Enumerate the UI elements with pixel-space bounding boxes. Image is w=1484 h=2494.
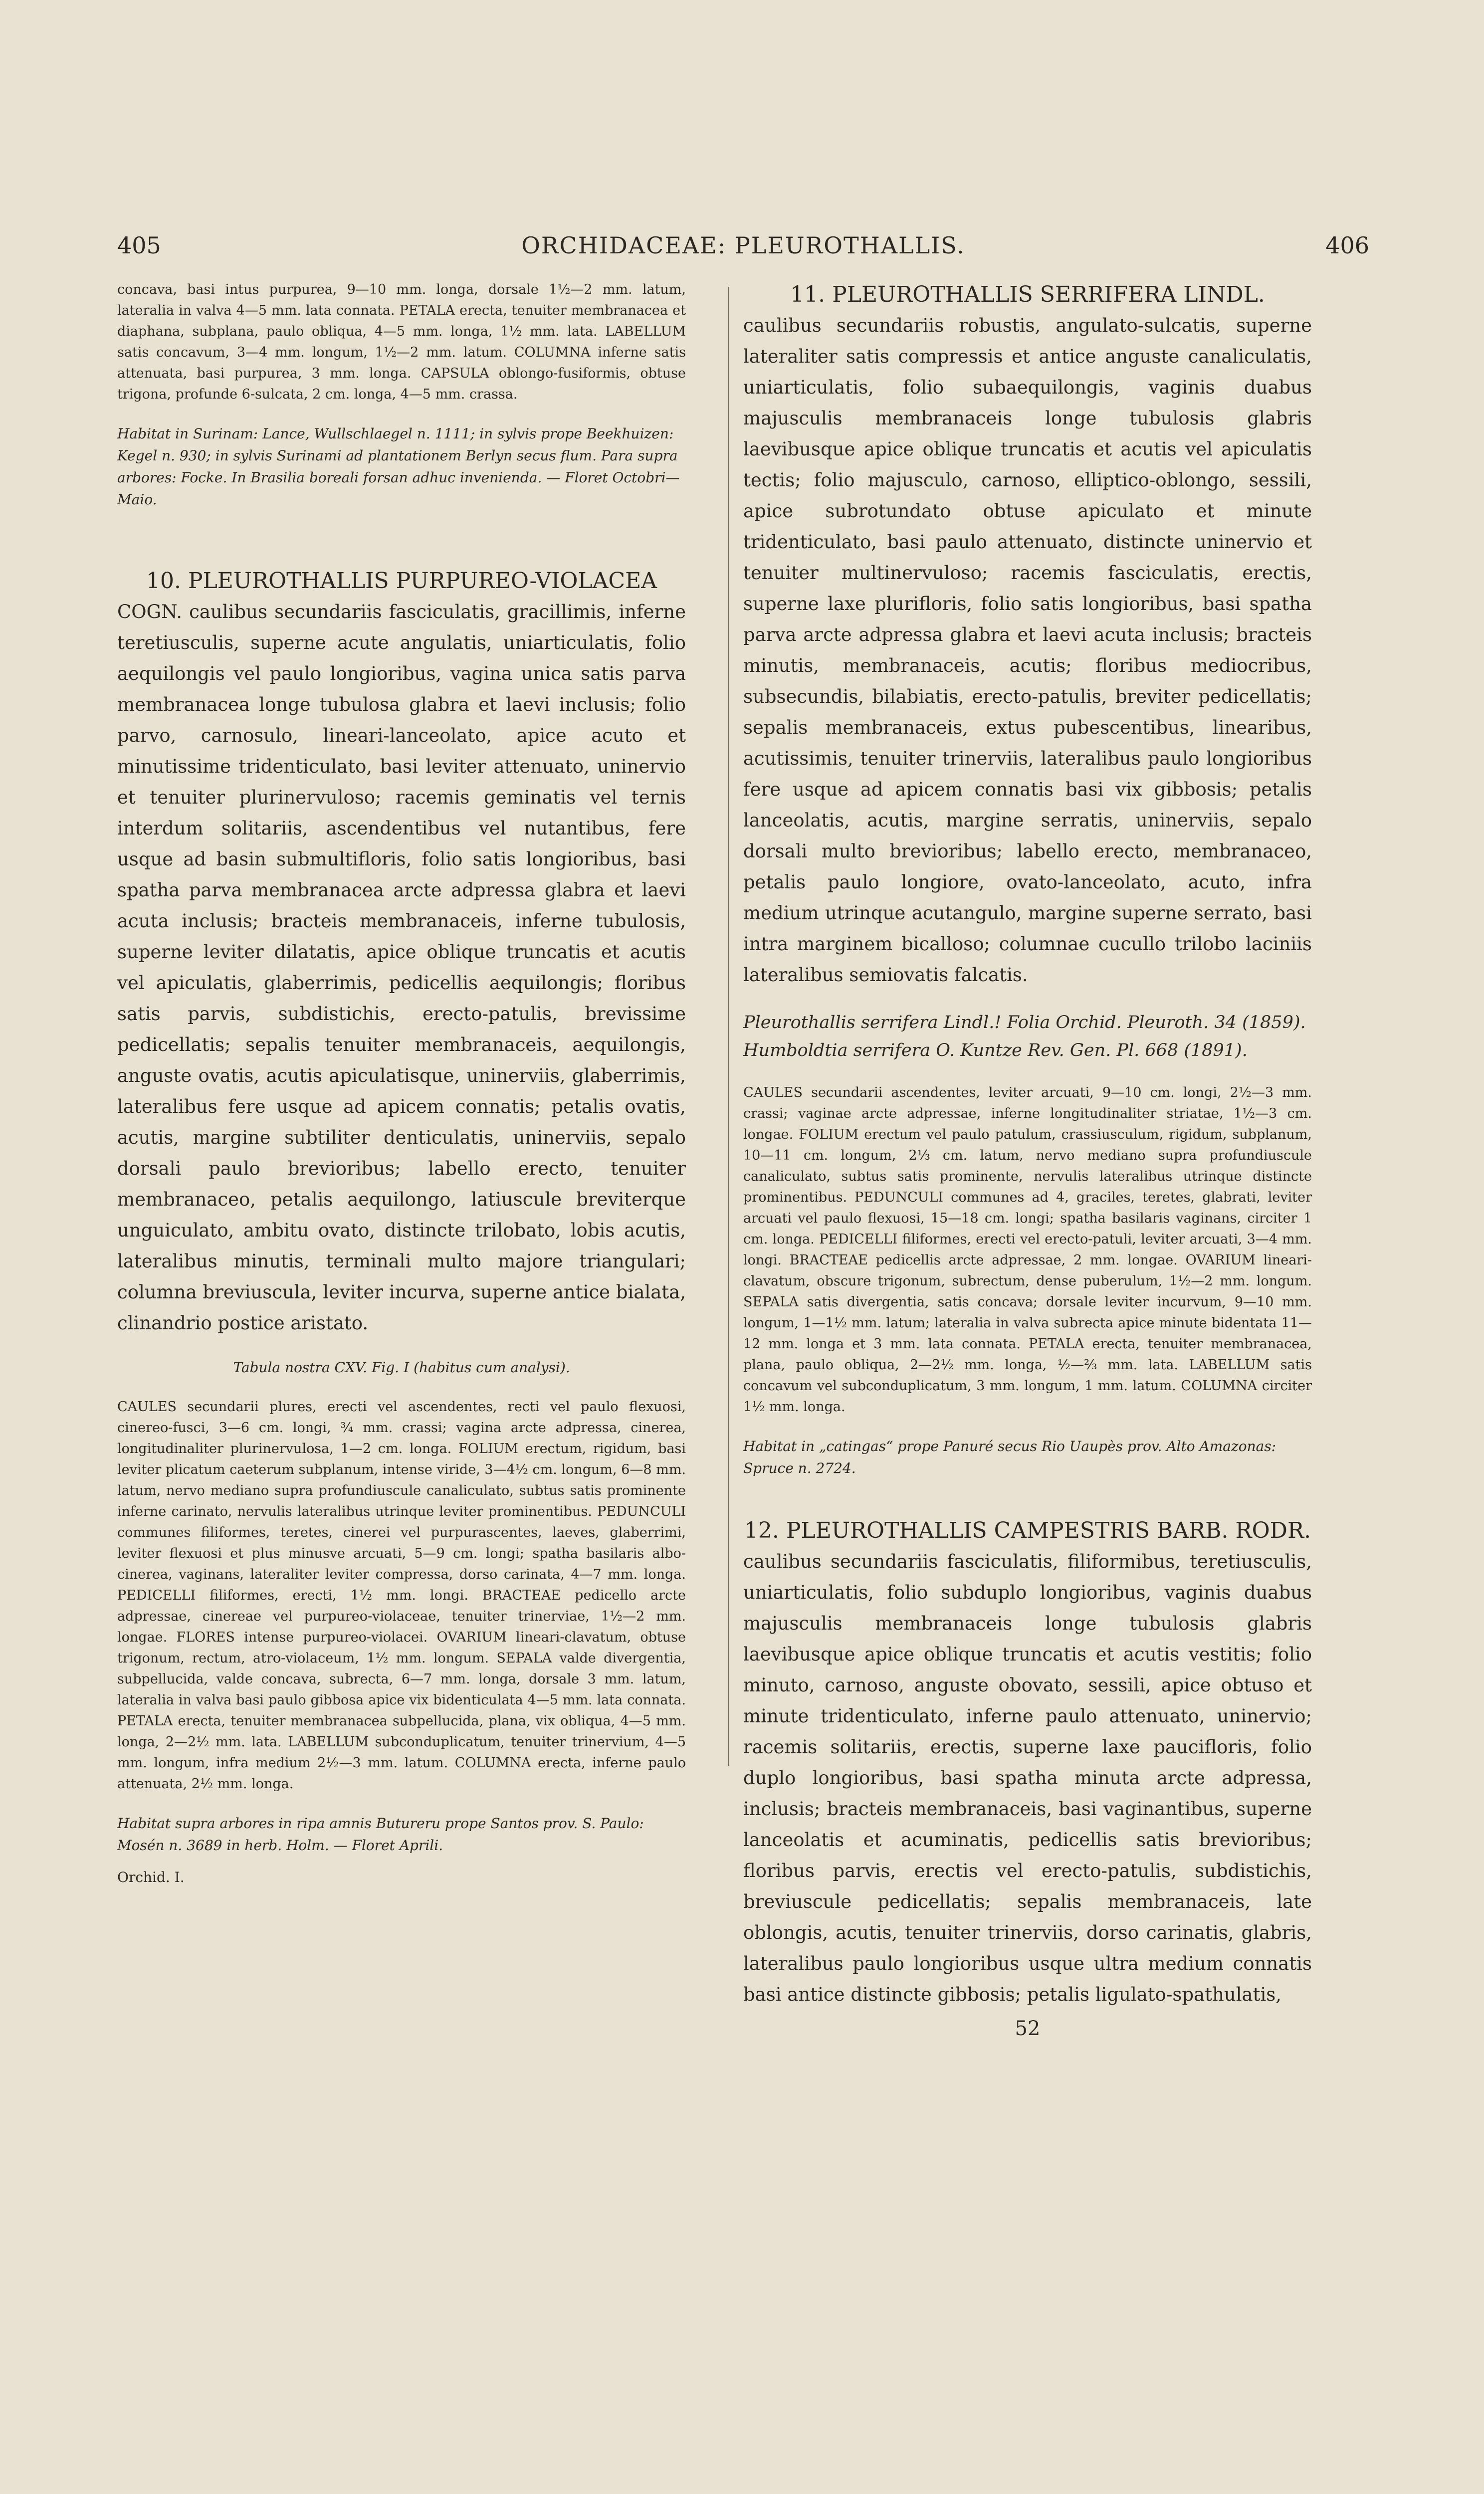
left-column [117, 279, 686, 1887]
species9-habitat: Habitat in Surinam: Lance, Wullschlaegel n. 1111; in sylvis prope Beekhuizen: Kegel n. 930; in sylvis Surinami ad plantationem Berlyn secus flum. Para supra arbores: Focke. In Brasilia boreali forsan adhuc invenienda. — Floret Octobri—Maio. [117, 425, 680, 508]
species10-plate-reference: Tabula nostra CXV. Fig. I (habitus cum analysi). [233, 1359, 570, 1376]
species12-diagnosis: caulibus secundariis fasciculatis, filiformibus, teretiusculis, uniarticulatis, folio subduplo longioribus, vaginis duabus majusculis membranaceis longe tubulosis glabris laevibusque apice oblique truncatis et acutis vestitis; folio minuto, carnoso, anguste obovato, sessili, apice obtuso et minute tridenticulato, inferne paulo attenuato, uninervio; racemis solitariis, erectis, superne laxe paucifloris, folio duplo longioribus, basi spatha minuta arcte adpressa, inclusis; bracteis membranaceis, basi vaginantibus, superne lanceolatis et acuminatis, pedicellis satis brevioribus; floribus parvis, erectis vel erecto-patulis, subdistichis, breviuscule pedicellatis; sepalis membranaceis, late oblongis, acutis, tenuiter trinerviis, dorso carinatis, glabris, lateralibus paulo longioribus usque ultra medium connatis basi antice distincte gibbosis; petalis ligulato-spathulatis, [743, 1551, 1312, 2005]
species12-heading: 12. PLEUROTHALLIS CAMPESTRIS BARB. RODR. [744, 1518, 1311, 1543]
page-header [117, 232, 1369, 267]
species10-diagnosis: COGN. caulibus secundariis fasciculatis, gracillimis, inferne teretiusculis, superne acute angulatis, uniarticulatis, folio aequilongis vel paulo longioribus, vagina unica satis parva membranacea longe tubulosa glabra et laevi inclusis; folio parvo, carnosulo, lineari-lanceolato, apice acuto et minutissime tridenticulato, basi leviter attenuato, uninervio et tenuiter plurinervuloso; racemis geminatis vel ternis interdum solitariis, ascendentibus vel nutantibus, fere usque ad basin submultifloris, folio satis longioribus, basi spatha parva membranacea arcte adpressa glabra et laevi acuta inclusis; bracteis membranaceis, inferne tubulosis, superne leviter dilatatis, apice oblique truncatis et acutis vel apiculatis, glaberrimis, pedicellis aequilongis; floribus satis parvis, subdistichis, erecto-patulis, brevissime pedicellatis; sepalis tenuiter membranaceis, aequilongis, anguste ovatis, acutis apiculatisque, uninerviis, glaberrimis, lateralibus fere usque ad apicem connatis; petalis ovatis, acutis, margine subtiliter denticulatis, uninerviis, sepalo dorsali paulo brevioribus; labello erecto, tenuiter membranaceo, petalis aequilongo, latiuscule breviterque unguiculato, ambitu ovato, distincte trilobato, lobis acutis, lateralibus minutis, terminali multo majore triangulari; columna breviuscula, leviter incurva, superne antice bialata, clinandrio postice aristato. [117, 601, 686, 1334]
species11-citation-1: Pleurothallis serrifera Lindl.! Folia Orchid. Pleuroth. 34 (1859). [743, 1013, 1306, 1033]
signature-mark: Orchid. I. [117, 1869, 185, 1885]
species11-diagnosis: caulibus secundariis robustis, angulato-sulcatis, superne lateraliter satis compressis et antice anguste canaliculatis, uniarticulatis, folio subaequilongis, vaginis duabus majusculis membranaceis longe tubulosis glabris laevibusque apice oblique truncatis et acutis vel apiculatis tectis; folio majusculo, carnoso, elliptico-oblongo, sessili, apice subrotundato obtuse apiculato et minute tridenticulato, basi paulo attenuato, distincte uninervio et tenuiter multinervuloso; racemis fasciculatis, erectis, superne laxe plurifloris, folio satis longioribus, basi spatha parva arcte adpressa glabra et laevi acuta inclusis; bracteis minutis, membranaceis, acutis; floribus mediocribus, subsecundis, bilabiatis, erecto-patulis, breviter pedicellatis; sepalis membranaceis, extus pubescentibus, linearibus, acutissimis, tenuiter trinerviis, lateralibus paulo longioribus fere usque ad apicem connatis basi vix gibbosis; petalis lanceolatis, acutis, margine serratis, uninerviis, sepalo dorsali multo brevioribus; labello erecto, membranaceo, petalis paulo longiore, ovato-lanceolato, acuto, infra medium utrinque acutangulo, margine superne serrato, basi intra marginem bicalloso; columnae cucullo trilobo laciniis lateralibus semiovatis falcatis. [743, 315, 1312, 986]
right-column [743, 279, 1312, 2041]
page-number-right: 406 [1325, 232, 1369, 259]
species10-description: CAULES secundarii plures, erecti vel ascendentes, recti vel paulo flexuosi, cinereo-fusci, 3—6 cm. longi, ¾ mm. crassi; vagina arcte adpressa, cinerea, longitudinaliter plurinervulosa, 1—2 cm. longa. FOLIUM erectum, rigidum, basi leviter plicatum caeterum subplanum, intense viride, 3—4½ cm. longum, 6—8 mm. latum, nervo mediano supra profundiuscule canaliculato, subtus satis prominente inferne carinato, nervulis lateralibus utrinque leviter prominentibus. PEDUNCULI communes filiformes, teretes, cinerei vel purpurascentes, laeves, glaberrimi, leviter flexuosi et plus minusve arcuati, 5—9 cm. longi; spatha basilaris albo-cinerea, vaginans, lateraliter leviter compressa, dorso carinata, 4—7 mm. longa. PEDICELLI filiformes, erecti, 1½ mm. longi. BRACTEAE pedicello arcte adpressae, cinereae vel purpureo-violaceae, tenuiter trinerviae, 1½—2 mm. longae. FLORES intense purpureo-violacei. OVARIUM lineari-clavatum, obtuse trigonum, rectum, atro-violaceum, 1½ mm. longum. SEPALA valde divergentia, subpellucida, valde concava, subrecta, 6—7 mm. longa, dorsale 3 mm. latum, lateralia in valva basi paulo gibbosa apice vix bidenticulata 4—5 mm. lata connata. PETALA erecta, tenuiter membranacea subpellucida, plana, vix obliqua, 4—5 mm. longa, 2—2½ mm. lata. LABELLUM subconduplicatum, tenuiter trinervium, 4—5 mm. longum, infra medium 2½—3 mm. latum. COLUMNA erecta, inferne paulo attenuata, 2½ mm. longa. [117, 1399, 686, 1792]
species10-heading: 10. PLEUROTHALLIS PURPUREO-VIOLACEA [146, 568, 657, 594]
species11-description: CAULES secundarii ascendentes, leviter arcuati, 9—10 cm. longi, 2½—3 mm. crassi; vaginae arcte adpressae, inferne longitudinaliter striatae, 1½—3 cm. longae. FOLIUM erectum vel paulo patulum, crassiusculum, rigidum, subplanum, 10—11 cm. longum, 2⅓ cm. latum, nervo mediano supra profundiuscule canaliculato, subtus satis prominente, nervulis lateralibus utrinque distincte prominentibus. PEDUNCULI communes ad 4, graciles, teretes, glabrati, leviter arcuati vel paulo flexuosi, 15—18 cm. longi; spatha basilaris vaginans, circiter 1 cm. longa. PEDICELLI filiformes, erecti vel erecto-patuli, leviter arcuati, 3—4 mm. longi. BRACTEAE pedicellis arcte adpressae, 2 mm. longae. OVARIUM lineari-clavatum, obscure trigonum, subrectum, dense puberulum, 1½—2 mm. longum. SEPALA satis divergentia, satis concava; dorsale leviter incurvum, 9—10 mm. longum, 1—1½ mm. latum; lateralia in valva subrecta apice minute bidentata 11—12 mm. longa et 3 mm. lata connata. PETALA erecta, tenuiter membranacea, plana, paulo obliqua, 2—2½ mm. longa, ½—⅔ mm. lata. LABELLUM satis concavum vel subconduplicatum, 3 mm. longum, 1 mm. latum. COLUMNA circiter 1½ mm. longa. [743, 1085, 1312, 1415]
species9-description-end: concava, basi intus purpurea, 9—10 mm. longa, dorsale 1½—2 mm. latum, lateralia in valva 4—5 mm. lata connata. PETALA erecta, tenuiter membranacea et diaphana, subplana, paulo obliqua, 4—5 mm. longa, 1½ mm. lata. LABELLUM satis concavum, 3—4 mm. longum, 1½—2 mm. latum. COLUMNA inferne satis attenuata, basi purpurea, 3 mm. longa. CAPSULA oblongo-fusiformis, obtuse trigona, profunde 6-sulcata, 2 cm. longa, 4—5 mm. crassa. [117, 282, 686, 402]
running-title: ORCHIDACEAE: PLEUROTHALLIS. [521, 232, 965, 259]
column-divider [728, 287, 729, 1766]
page-number-left: 405 [117, 232, 161, 259]
species11-habitat: Habitat in „catingas“ prope Panuré secus Rio Uaupès prov. Alto Amazonas: Spruce n. 2724. [743, 1438, 1276, 1476]
species10-habitat: Habitat supra arbores in ripa amnis Butureru prope Santos prov. S. Paulo: Mosén n. 3689 in herb. Holm. — Floret Aprili. [117, 1815, 644, 1854]
species11-citation-2: Humboldtia serrifera O. Kuntze Rev. Gen. Pl. 668 (1891). [743, 1040, 1248, 1060]
gathering-number: 52 [1015, 2017, 1041, 2040]
species11-heading: 11. PLEUROTHALLIS SERRIFERA LINDL. [790, 282, 1265, 307]
